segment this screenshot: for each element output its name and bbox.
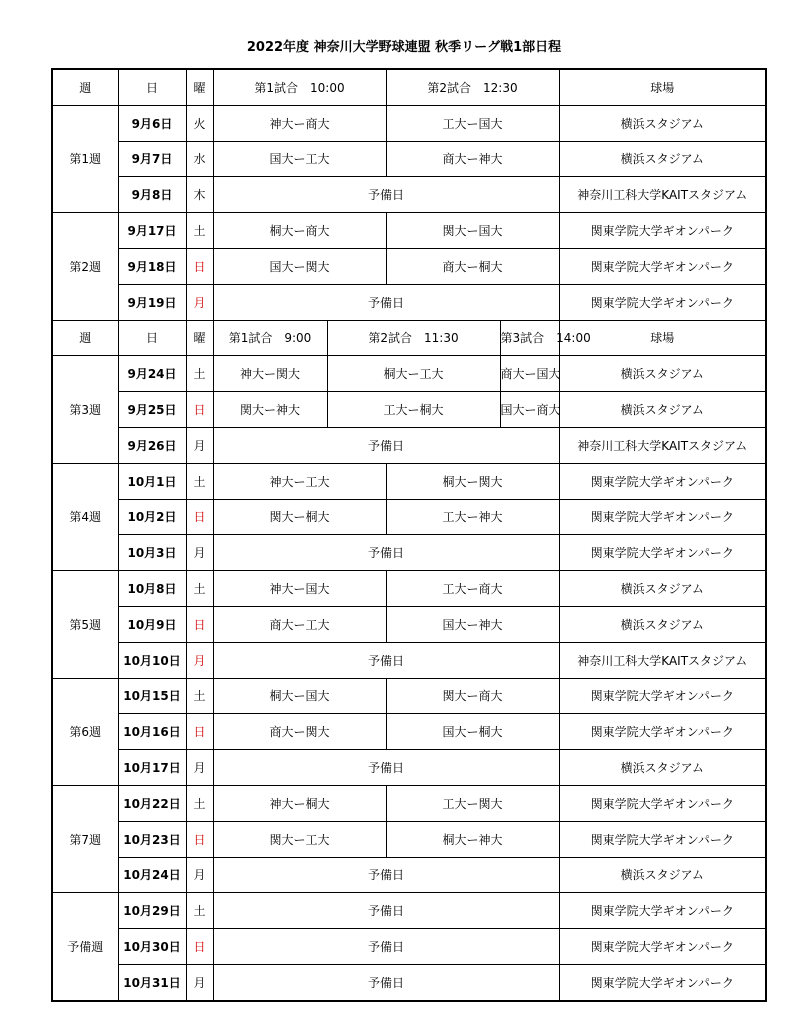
table-row — [52, 571, 766, 607]
date-cell: 9月24日 — [118, 356, 186, 392]
table-header-row — [52, 69, 766, 105]
reserve-day-cell: 予備日 — [213, 535, 559, 571]
game1-cell: 関大ー工大 — [213, 821, 386, 857]
game1-cell: 神大ー国大 — [213, 571, 386, 607]
header-game3: 第3試合 14:00 — [500, 320, 559, 356]
reserve-day-cell: 予備日 — [213, 284, 559, 320]
weekday-cell: 土 — [186, 785, 213, 821]
date-cell: 9月18日 — [118, 248, 186, 284]
game2-cell: 工大ー神大 — [386, 499, 559, 535]
game2-cell: 国大ー桐大 — [386, 714, 559, 750]
date-cell: 9月26日 — [118, 427, 186, 463]
game2-cell: 関大ー国大 — [386, 213, 559, 249]
table-row — [52, 785, 766, 821]
game1-cell: 神大ー桐大 — [213, 785, 386, 821]
header-week: 週 — [52, 320, 118, 356]
date-cell: 10月23日 — [118, 821, 186, 857]
date-cell: 10月22日 — [118, 785, 186, 821]
weekday-cell: 土 — [186, 678, 213, 714]
game1-cell: 桐大ー商大 — [213, 213, 386, 249]
game2-cell: 工大ー関大 — [386, 785, 559, 821]
weekday-cell: 月 — [186, 750, 213, 786]
header-week: 週 — [52, 69, 118, 105]
date-cell: 10月2日 — [118, 499, 186, 535]
reserve-day-cell: 予備日 — [213, 177, 559, 213]
date-cell: 10月31日 — [118, 964, 186, 1000]
game1-cell: 神大ー商大 — [213, 105, 386, 141]
table-row — [52, 678, 766, 714]
venue-cell: 横浜スタジアム — [559, 105, 766, 141]
venue-cell: 関東学院大学ギオンパーク — [559, 821, 766, 857]
week-label: 第4週 — [52, 463, 118, 570]
game1-cell: 国大ー工大 — [213, 141, 386, 177]
game1-cell: 神大ー関大 — [213, 356, 327, 392]
venue-cell: 横浜スタジアム — [559, 750, 766, 786]
reserve-day-cell: 予備日 — [213, 750, 559, 786]
game2-cell: 関大ー商大 — [386, 678, 559, 714]
weekday-cell: 土 — [186, 571, 213, 607]
table-row — [52, 857, 766, 893]
game1-cell: 商大ー関大 — [213, 714, 386, 750]
game1-cell: 商大ー工大 — [213, 606, 386, 642]
table-row — [52, 929, 766, 965]
date-cell: 9月8日 — [118, 177, 186, 213]
date-cell: 9月17日 — [118, 213, 186, 249]
venue-cell: 横浜スタジアム — [559, 606, 766, 642]
header-game2: 第2試合 12:30 — [386, 69, 559, 105]
date-cell: 10月16日 — [118, 714, 186, 750]
game2-cell: 工大ー国大 — [386, 105, 559, 141]
date-cell: 10月15日 — [118, 678, 186, 714]
venue-cell: 神奈川工科大学KAITスタジアム — [559, 642, 766, 678]
week-label: 第3週 — [52, 356, 118, 463]
page-title: 2022年度 神奈川大学野球連盟 秋季リーグ戦1部日程 — [246, 40, 562, 55]
venue-cell: 関東学院大学ギオンパーク — [559, 964, 766, 1000]
header-weekday: 曜 — [186, 69, 213, 105]
weekday-cell: 日 — [186, 714, 213, 750]
table-row — [52, 463, 766, 499]
venue-cell: 関東学院大学ギオンパーク — [559, 499, 766, 535]
date-cell: 10月9日 — [118, 606, 186, 642]
week-label: 第2週 — [52, 213, 118, 320]
date-cell: 10月3日 — [118, 535, 186, 571]
reserve-day-cell: 予備日 — [213, 893, 559, 929]
header-weekday: 曜 — [186, 320, 213, 356]
game2-cell: 桐大ー神大 — [386, 821, 559, 857]
date-cell: 10月1日 — [118, 463, 186, 499]
table-row — [52, 427, 766, 463]
table-row — [52, 964, 766, 1000]
header-date: 日 — [118, 69, 186, 105]
game2-cell: 桐大ー工大 — [327, 356, 500, 392]
table-row — [52, 356, 766, 392]
weekday-cell: 月 — [186, 427, 213, 463]
weekday-cell: 日 — [186, 929, 213, 965]
reserve-day-cell: 予備日 — [213, 964, 559, 1000]
venue-cell: 関東学院大学ギオンパーク — [559, 714, 766, 750]
weekday-cell: 月 — [186, 284, 213, 320]
weekday-cell: 木 — [186, 177, 213, 213]
game2-cell: 国大ー神大 — [386, 606, 559, 642]
weekday-cell: 土 — [186, 463, 213, 499]
game2-cell: 商大ー神大 — [386, 141, 559, 177]
game1-cell: 関大ー桐大 — [213, 499, 386, 535]
game2-cell: 桐大ー関大 — [386, 463, 559, 499]
table-row — [52, 141, 766, 177]
date-cell: 10月8日 — [118, 571, 186, 607]
header-game1: 第1試合 10:00 — [213, 69, 386, 105]
table-row — [52, 105, 766, 141]
date-cell: 9月6日 — [118, 105, 186, 141]
weekday-cell: 土 — [186, 893, 213, 929]
date-cell: 9月19日 — [118, 284, 186, 320]
table-row — [52, 535, 766, 571]
venue-cell: 関東学院大学ギオンパーク — [559, 213, 766, 249]
week-label: 第6週 — [52, 678, 118, 785]
table-row — [52, 750, 766, 786]
venue-cell: 神奈川工科大学KAITスタジアム — [559, 427, 766, 463]
venue-cell: 関東学院大学ギオンパーク — [559, 248, 766, 284]
game3-cell: 商大ー国大 — [500, 356, 559, 392]
date-cell: 10月24日 — [118, 857, 186, 893]
venue-cell: 横浜スタジアム — [559, 141, 766, 177]
date-cell: 10月17日 — [118, 750, 186, 786]
weekday-cell: 土 — [186, 356, 213, 392]
header-venue: 球場 — [559, 69, 766, 105]
weekday-cell: 日 — [186, 248, 213, 284]
venue-cell: 横浜スタジアム — [559, 571, 766, 607]
reserve-day-cell: 予備日 — [213, 857, 559, 893]
weekday-cell: 日 — [186, 499, 213, 535]
reserve-day-cell: 予備日 — [213, 642, 559, 678]
table-row — [52, 642, 766, 678]
date-cell: 9月7日 — [118, 141, 186, 177]
weekday-cell: 日 — [186, 392, 213, 428]
header-game2: 第2試合 11:30 — [327, 320, 500, 356]
weekday-cell: 月 — [186, 642, 213, 678]
header-date: 日 — [118, 320, 186, 356]
weekday-cell: 月 — [186, 535, 213, 571]
table-row — [52, 177, 766, 213]
table-row — [52, 606, 766, 642]
schedule-table — [51, 68, 767, 1002]
game1-cell: 関大ー神大 — [213, 392, 327, 428]
game3-cell: 国大ー商大 — [500, 392, 559, 428]
table-row — [52, 392, 766, 428]
venue-cell: 横浜スタジアム — [559, 857, 766, 893]
venue-cell: 関東学院大学ギオンパーク — [559, 785, 766, 821]
table-row — [52, 714, 766, 750]
venue-cell: 関東学院大学ギオンパーク — [559, 678, 766, 714]
date-cell: 10月10日 — [118, 642, 186, 678]
weekday-cell: 土 — [186, 213, 213, 249]
weekday-cell: 月 — [186, 964, 213, 1000]
game1-cell: 国大ー関大 — [213, 248, 386, 284]
venue-cell: 神奈川工科大学KAITスタジアム — [559, 177, 766, 213]
venue-cell: 関東学院大学ギオンパーク — [559, 929, 766, 965]
table-row — [52, 284, 766, 320]
venue-cell: 関東学院大学ギオンパーク — [559, 463, 766, 499]
venue-cell: 横浜スタジアム — [559, 392, 766, 428]
weekday-cell: 日 — [186, 821, 213, 857]
game2-cell: 工大ー商大 — [386, 571, 559, 607]
reserve-day-cell: 予備日 — [213, 427, 559, 463]
venue-cell: 関東学院大学ギオンパーク — [559, 535, 766, 571]
weekday-cell: 日 — [186, 606, 213, 642]
date-cell: 10月30日 — [118, 929, 186, 965]
header-venue: 球場 — [559, 320, 766, 356]
date-cell: 9月25日 — [118, 392, 186, 428]
weekday-cell: 火 — [186, 105, 213, 141]
header-game1: 第1試合 9:00 — [213, 320, 327, 356]
week-label: 第7週 — [52, 785, 118, 892]
game2-cell: 工大ー桐大 — [327, 392, 500, 428]
game2-cell: 商大ー桐大 — [386, 248, 559, 284]
reserve-day-cell: 予備日 — [213, 929, 559, 965]
week-label: 予備週 — [52, 893, 118, 1001]
venue-cell: 関東学院大学ギオンパーク — [559, 893, 766, 929]
table-row — [52, 213, 766, 249]
game1-cell: 神大ー工大 — [213, 463, 386, 499]
table-row — [52, 893, 766, 929]
week-label: 第5週 — [52, 571, 118, 678]
weekday-cell: 水 — [186, 141, 213, 177]
week-label: 第1週 — [52, 105, 118, 212]
game1-cell: 桐大ー国大 — [213, 678, 386, 714]
table-row — [52, 821, 766, 857]
venue-cell: 横浜スタジアム — [559, 356, 766, 392]
weekday-cell: 月 — [186, 857, 213, 893]
table-row — [52, 248, 766, 284]
date-cell: 10月29日 — [118, 893, 186, 929]
venue-cell: 関東学院大学ギオンパーク — [559, 284, 766, 320]
table-row — [52, 499, 766, 535]
table-header-row — [52, 320, 766, 356]
